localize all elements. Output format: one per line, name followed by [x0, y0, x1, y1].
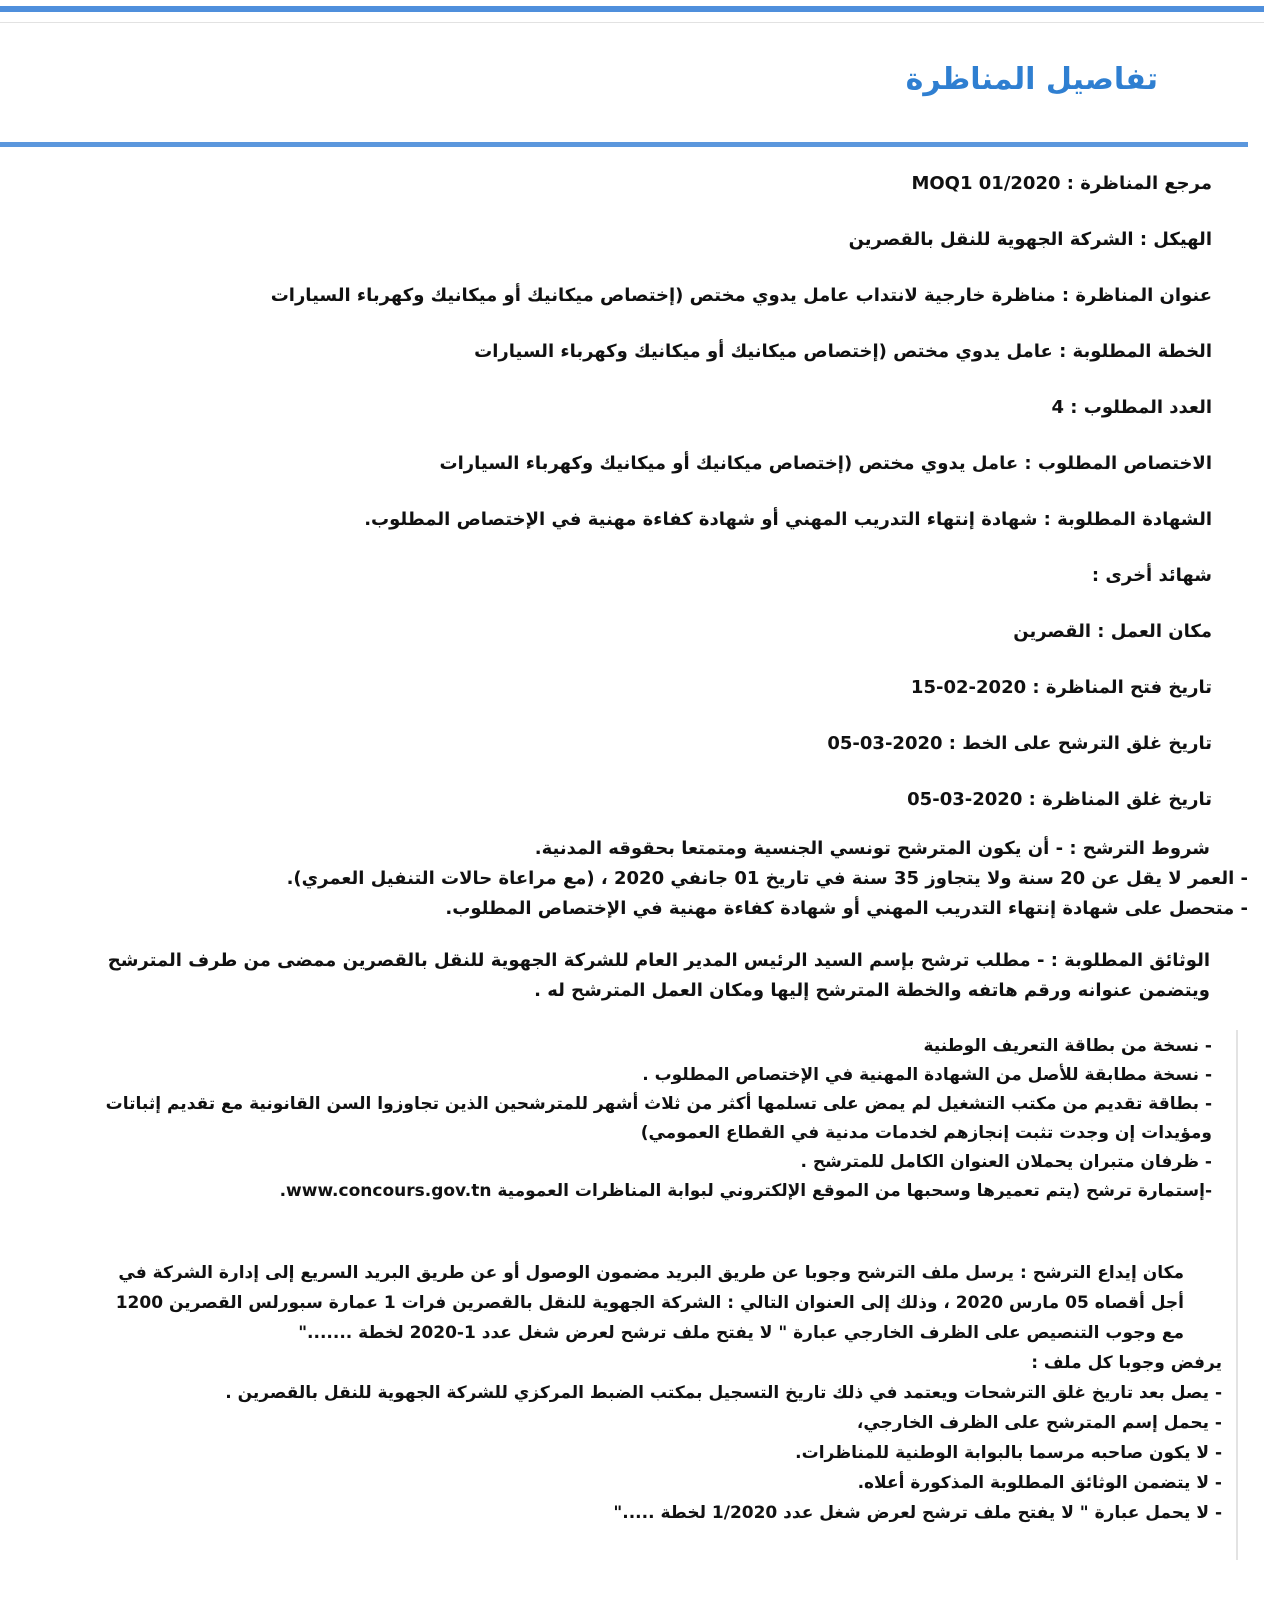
- field-separator: :: [1133, 229, 1154, 250]
- list-item: - ظرفان متبران يحملان العنوان الكامل للمترشح .: [800, 1152, 1212, 1172]
- field-separator: :: [942, 733, 963, 754]
- documents-first-item: - مطلب ترشح بإسم السيد الرئيس المدير العام للشركة الجهوية للنقل بالقصرين ممضى من طرف المترشح ويتضمن عنوانه ورقم هاتفه والخطة المترشح إليها ومكان العمل المترشح له .: [107, 950, 1210, 1001]
- field-separator: :: [1052, 341, 1073, 362]
- competition-details: [112, 168, 1212, 840]
- list-item: - نسخة مطابقة للأصل من الشهادة المهنية في الإختصاص المطلوب .: [642, 1065, 1212, 1085]
- field-label: الهيكل: [1153, 229, 1212, 250]
- field-open-date: [112, 672, 1212, 728]
- field-value: القصرين: [1013, 621, 1092, 642]
- field-value: عامل يدوي مختص (إختصاص ميكانيك أو ميكانيك وكهرباء السيارات: [439, 453, 1019, 474]
- top-divider: [0, 22, 1264, 23]
- field-label: الاختصاص المطلوب: [1037, 453, 1212, 474]
- conditions-label: شروط الترشح: [1082, 838, 1210, 859]
- field-separator: :: [1018, 453, 1038, 474]
- list-item: - بطاقة تقديم من مكتب التشغيل لم يمض على تسلمها أكثر من ثلاث أشهر للمترشحين الذين تجاوزوا السن القانونية مع تقديم إثباتات ومؤيدات إن وجدت تثبت إنجازهم لخدمات مدنية في القطاع العمومي): [105, 1094, 1212, 1143]
- field-label: مرجع المناظرة: [1080, 173, 1212, 194]
- documents-list: [92, 1032, 1212, 1206]
- documents-first-line: [48, 946, 1248, 1006]
- field-online-close-date: [112, 728, 1212, 784]
- field-work-location: [112, 616, 1212, 672]
- field-organization: [112, 224, 1212, 280]
- field-separator: :: [1026, 677, 1046, 698]
- list-item: - يصل بعد تاريخ غلق الترشحات ويعتمد في ذلك تاريخ التسجيل بمكتب الضبط المركزي للشركة الجهوية للنقل بالقصرين .: [225, 1383, 1222, 1403]
- deposit-section: [102, 1258, 1222, 1528]
- field-separator: :: [1037, 509, 1058, 530]
- field-label: العدد المطلوب: [1083, 397, 1212, 418]
- reject-intro: يرفض وجوبا كل ملف :: [1031, 1353, 1222, 1373]
- conditions-first-line: [48, 834, 1248, 864]
- field-label: الخطة المطلوبة: [1072, 341, 1212, 362]
- list-item: - لا يتضمن الوثائق المطلوبة المذكورة أعلاه.: [857, 1473, 1222, 1493]
- vertical-divider: [1236, 1030, 1238, 1560]
- field-reference: [112, 168, 1212, 224]
- list-item: - يحمل إسم المترشح على الظرف الخارجي،: [856, 1413, 1222, 1433]
- field-competition-title: [112, 280, 1212, 336]
- field-count: [112, 392, 1212, 448]
- field-value: مناظرة خارجية لانتداب عامل يدوي مختص (إختصاص ميكانيك أو ميكانيك وكهرباء السيارات: [270, 285, 1056, 306]
- field-label: الشهادة المطلوبة: [1057, 509, 1212, 530]
- field-specialty: [112, 448, 1212, 504]
- page-title: تفاصيل المناظرة: [905, 62, 1158, 97]
- field-value: عامل يدوي مختص (إختصاص ميكانيك أو ميكانيك وكهرباء السيارات: [474, 341, 1053, 362]
- field-value: MOQ1 01/2020: [911, 173, 1061, 194]
- field-separator: :: [1060, 173, 1081, 194]
- field-separator: :: [1063, 838, 1083, 859]
- deposit-label: مكان إيداع الترشح: [1032, 1263, 1184, 1283]
- conditions-section: [48, 834, 1248, 924]
- field-value: شهادة إنتهاء التدريب المهني أو شهادة كفاءة مهنية في الإختصاص المطلوب.: [364, 509, 1038, 530]
- field-close-date: [112, 784, 1212, 840]
- list-item: - متحصل على شهادة إنتهاء التدريب المهني أو شهادة كفاءة مهنية في الإختصاص المطلوب.: [445, 898, 1248, 919]
- field-separator: :: [1014, 1263, 1033, 1283]
- field-label: تاريخ غلق المناظرة: [1042, 789, 1212, 810]
- conditions-first-item: - أن يكون المترشح تونسي الجنسية ومتمتعا بحقوقه المدنية.: [534, 838, 1064, 859]
- field-value: 4: [1051, 397, 1065, 418]
- field-label: تاريخ فتح المناظرة: [1045, 677, 1212, 698]
- documents-section: [48, 946, 1248, 1006]
- field-label: مكان العمل: [1110, 621, 1212, 642]
- field-label: عنوان المناظرة: [1075, 285, 1212, 306]
- title-underline: [0, 142, 1248, 147]
- field-other-certificates: [112, 560, 1212, 616]
- field-value: 2020-02-15: [910, 677, 1027, 698]
- field-label: تاريخ غلق الترشح على الخط: [962, 733, 1212, 754]
- list-item: - لا يحمل عبارة " لا يفتح ملف ترشح لعرض شغل عدد 1/2020 لخطة .....": [613, 1503, 1222, 1523]
- documents-label: الوثائق المطلوبة: [1064, 950, 1210, 971]
- field-separator: :: [1091, 565, 1106, 586]
- top-accent-bar: [0, 6, 1264, 12]
- list-item: - نسخة من بطاقة التعريف الوطنية: [923, 1036, 1212, 1056]
- deposit-paragraph: [102, 1258, 1222, 1348]
- field-certificate: [112, 504, 1212, 560]
- field-separator: :: [1055, 285, 1076, 306]
- field-separator: :: [1044, 950, 1065, 971]
- field-separator: :: [1064, 397, 1084, 418]
- reject-list: [102, 1378, 1222, 1528]
- field-position: [112, 336, 1212, 392]
- field-separator: :: [1091, 621, 1111, 642]
- list-item: - لا يكون صاحبه مرسما بالبوابة الوطنية للمناظرات.: [795, 1443, 1222, 1463]
- field-separator: :: [1022, 789, 1043, 810]
- field-label: شهائد أخرى: [1105, 565, 1212, 586]
- field-value: 2020-03-05: [827, 733, 943, 754]
- field-value: الشركة الجهوية للنقل بالقصرين: [848, 229, 1134, 250]
- deposit-text: يرسل ملف الترشح وجوبا عن طريق البريد مضمون الوصول أو عن طريق البريد السريع إلى إدارة الشركة في أجل أقصاه 05 مارس 2020 ، وذلك إلى العنوان التالي : الشركة الجهوية للنقل بالقصرين فرات 1 عمارة سبورلس القصرين 1200 مع وجوب التنصيص على الظرف الخارجي عبارة " لا يفتح ملف ترشح لعرض شغل عدد 1-2020 لخطة .......": [115, 1263, 1184, 1343]
- list-item: - العمر لا يقل عن 20 سنة ولا يتجاوز 35 سنة في تاريخ 01 جانفي 2020 ، (مع مراعاة حالات التنفيل العمري).: [286, 868, 1248, 889]
- list-item: -إستمارة ترشح (يتم تعميرها وسحبها من الموقع الإلكتروني لبوابة المناظرات العمومية www.concours.gov.tn.: [279, 1181, 1212, 1201]
- field-value: 2020-03-05: [907, 789, 1023, 810]
